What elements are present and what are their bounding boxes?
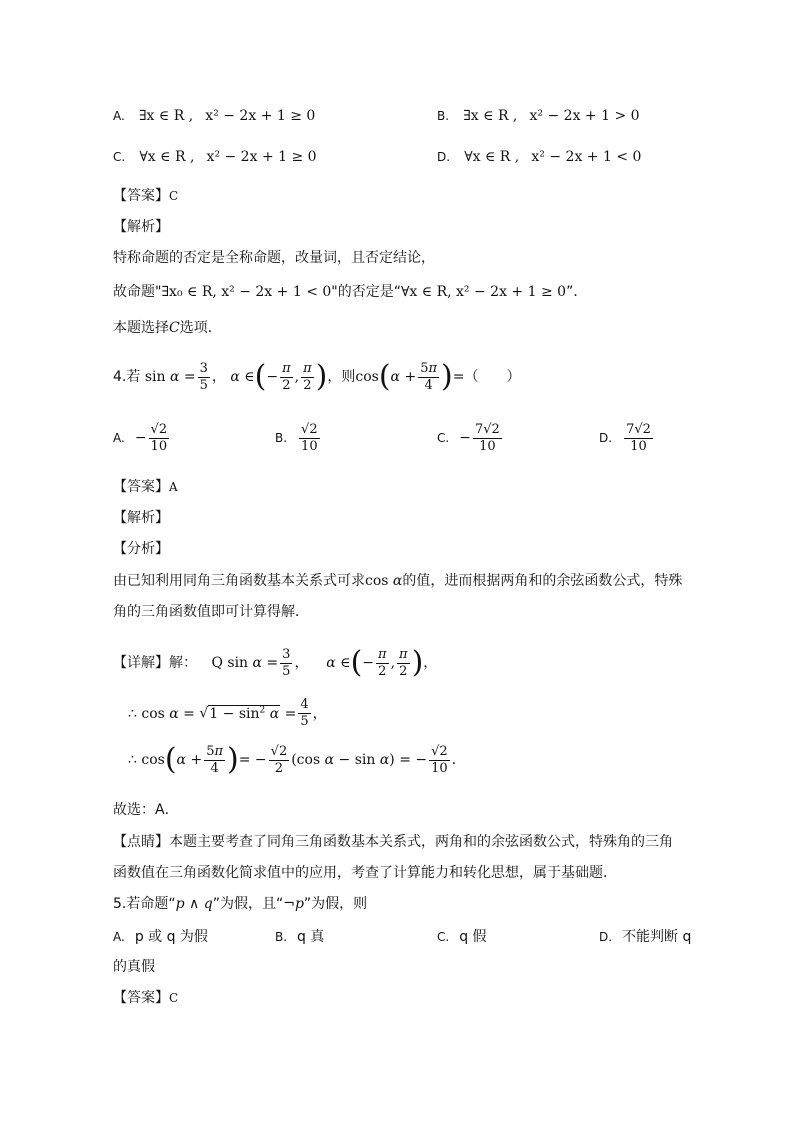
- dianjing-text: 本题主要考查了同角三角函数基本关系式，两角和的余弦函数公式，特殊角的三角: [169, 834, 673, 850]
- q4-fenxi-line2: 角的三角函数值即可计算得解．: [113, 604, 309, 620]
- q5-option-wrap: 的真假: [113, 959, 155, 975]
- text-prefix: 本题选择: [113, 320, 169, 336]
- option-letter: B.: [437, 109, 450, 123]
- detail-jie: 解：: [169, 655, 197, 671]
- option-ref: C: [169, 320, 180, 336]
- q4-detail-line1: 【详解】解： Q sin α = $\frac{3}{5}$ ， α ∈(− $\frac{\pi}{2}$ , $\frac{\pi}{2}$ )，: [113, 645, 438, 680]
- stem-blank: =（ ）: [452, 369, 521, 385]
- answer-label: 【答案】: [113, 479, 169, 495]
- option-numerator: √2: [150, 422, 168, 437]
- text-part: 的值，进而根据两角和的余弦函数公式，特殊: [402, 573, 683, 589]
- option-letter: C.: [437, 431, 450, 445]
- option-expression: x² − 2x + 1 < 0: [531, 149, 642, 165]
- q5-option-c: [437, 926, 487, 946]
- option-letter: C.: [437, 930, 450, 944]
- option-denominator: 10: [630, 439, 647, 454]
- option-expression: x² − 2x + 1 ≥ 0: [206, 149, 317, 165]
- text-suffix: 选项．: [179, 320, 222, 336]
- option-quantifier: ∃x ∈ R ,: [138, 108, 194, 124]
- option-denominator: 10: [479, 439, 496, 454]
- stem-mid: ”为假，且“: [212, 896, 284, 912]
- math-negation: ∀x ∈ R, x² − 2x + 1 ≥ 0: [400, 284, 567, 300]
- q5-option-d: [599, 926, 691, 946]
- stem-mid: ，则: [327, 369, 356, 385]
- text-suffix: ”．: [566, 284, 588, 300]
- option-expression: x² − 2x + 1 ≥ 0: [205, 108, 316, 124]
- stem-condition: sin α = $\frac{3}{5}$ ， α ∈(− $\frac{\pi}{2}$ , $\frac{\pi}{2}$ ): [144, 359, 328, 394]
- q3-analysis-label: 【解析】: [113, 219, 169, 235]
- answer-label: 【答案】: [113, 990, 169, 1006]
- option-letter: D.: [437, 150, 451, 164]
- option-numerator: √2: [301, 422, 318, 437]
- q4-stem: [113, 357, 520, 397]
- option-expression: x² − 2x + 1 > 0: [529, 108, 640, 124]
- option-letter: B.: [275, 930, 288, 944]
- q4-option-c: [437, 422, 504, 455]
- stem-negation: ¬p: [283, 896, 304, 912]
- text-prefix: 故命题": [113, 284, 162, 300]
- q3-option-a: [113, 108, 315, 124]
- q3-analysis-line2: [113, 282, 587, 302]
- answer-value: C: [169, 991, 179, 1005]
- option-text: p 或 q 为假: [134, 929, 208, 945]
- option-letter: A.: [113, 930, 125, 944]
- q4-fenxi-line1: 由已知利用同角三角函数基本关系式可求cos α的值，进而根据两角和的余弦函数公式，特殊: [113, 573, 683, 589]
- q3-option-c: [113, 149, 317, 165]
- option-quantifier: ∀x ∈ R ,: [464, 149, 520, 165]
- option-sign: −: [134, 430, 147, 446]
- option-text: q 假: [459, 929, 487, 945]
- option-numerator: 7√2: [474, 422, 500, 437]
- q4-option-d: [599, 422, 655, 455]
- q4-detail-line2: ∴ $\cos \alpha = √1 - \sin^2 \alpha$ = $\frac{4}{5}$ ，: [128, 697, 327, 730]
- stem-prefix: 4.若: [113, 369, 141, 385]
- option-quantifier: ∀x ∈ R ,: [139, 149, 195, 165]
- text-mid: "的否定是“: [331, 284, 401, 300]
- q5-answer: [113, 988, 178, 1008]
- q5-option-a: [113, 926, 208, 946]
- q3-option-d: [437, 149, 641, 165]
- q4-option-a: [113, 422, 171, 455]
- q4-analysis-label: 【解析】: [113, 510, 169, 526]
- text-part: 由已知利用同角三角函数基本关系式可求: [113, 573, 365, 589]
- q4-detail-line3: ∴ cos(α + $\frac{5\pi}{4}$ )= − $\frac{√2}{2}$ (cos α − sin α) = − $\frac{√2}{10}$ ．: [128, 742, 466, 777]
- option-sign: −: [459, 430, 471, 446]
- q4-dianjing-line1: [113, 832, 673, 852]
- stem-prefix: 5.若命题“: [113, 896, 176, 912]
- stem-proposition: p ∧ q: [175, 896, 213, 912]
- option-letter: D.: [599, 930, 613, 944]
- stem-target: cos(α + $\frac{5\pi}{4}$ ): [355, 359, 453, 394]
- option-letter: B.: [275, 431, 288, 445]
- math-proposition: ∃x₀ ∈ R, x² − 2x + 1 < 0: [161, 284, 332, 300]
- option-letter: C.: [113, 150, 126, 164]
- q4-fenxi-label: 【分析】: [113, 541, 169, 557]
- answer-label: 【答案】: [113, 188, 169, 204]
- option-denominator: 10: [301, 439, 318, 454]
- q4-answer: [113, 477, 178, 497]
- answer-value: A: [169, 480, 178, 494]
- answer-value: C: [169, 189, 179, 203]
- option-text: q 真: [297, 929, 325, 945]
- q3-analysis-line1: 特称命题的否定是全称命题，改量词，且否定结论，: [113, 250, 435, 266]
- stem-suffix: ”为假，则: [303, 896, 368, 912]
- option-quantifier: ∃x ∈ R ,: [463, 108, 518, 124]
- option-denominator: 10: [150, 439, 168, 454]
- option-letter: A.: [113, 109, 125, 123]
- option-text: 不能判断 q: [622, 929, 692, 945]
- option-letter: A.: [113, 431, 125, 445]
- q5-stem: [113, 894, 367, 914]
- q4-dianjing-line2: 函数值在三角函数化简求值中的应用，考查了计算能力和转化思想，属于基础题．: [113, 865, 617, 881]
- q3-option-b: [437, 108, 640, 124]
- q3-analysis-line3: [113, 318, 222, 338]
- detail-label: 【详解】: [113, 655, 169, 671]
- q3-answer: [113, 186, 178, 206]
- q5-option-b: [275, 926, 324, 946]
- q4-option-b: [275, 422, 322, 455]
- q4-conclusion: 故选：A．: [113, 802, 179, 818]
- option-numerator: 7√2: [626, 422, 651, 437]
- dianjing-label: 【点睛】: [113, 834, 169, 850]
- option-letter: D.: [599, 431, 613, 445]
